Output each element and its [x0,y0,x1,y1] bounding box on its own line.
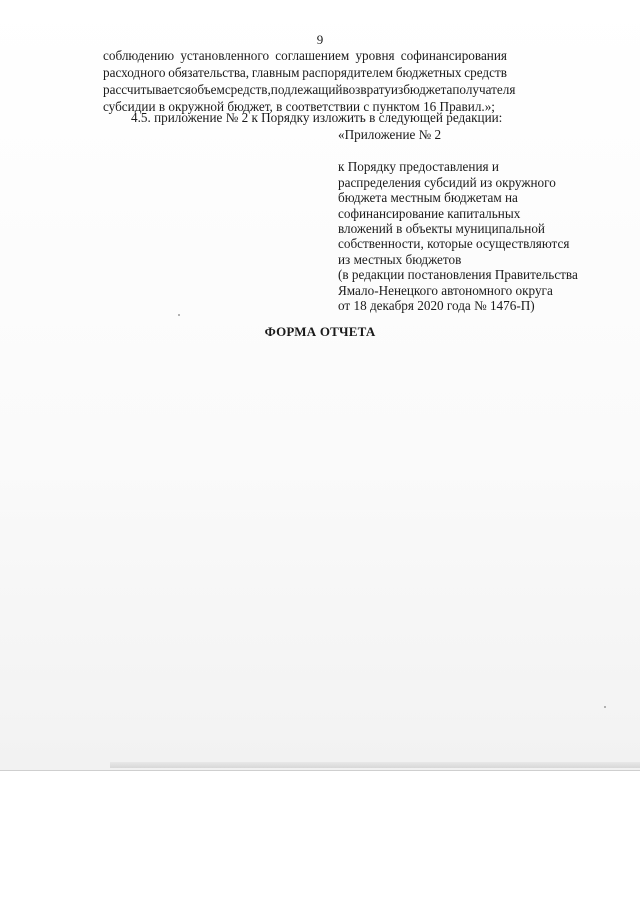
paragraph-line-4: субсидии в окружной бюджет, в соответствии с пунктом 16 Правил.»; [103,99,495,114]
item-4-5: 4.5. приложение № 2 к Порядку изложить в следующей редакции: [131,110,503,125]
appendix-line: распределения субсидий из окружного [338,174,556,190]
word: уровня [355,48,395,63]
appendix-line: из местных бюджетов [338,251,462,267]
appendix-line: Ямало-Ненецкого автономного округа [338,282,553,298]
appendix-heading: «Приложение № 2 [338,127,442,142]
word: расходного [103,65,166,80]
word: главным [251,65,300,80]
word: средств, [224,82,271,97]
word: средств [464,65,507,80]
word: софинансирования [400,48,507,63]
appendix-line: софинансирование капитальных [338,205,521,221]
word: получателя [452,82,516,97]
word: подлежащий [270,82,343,97]
word: возврату [342,82,391,97]
appendix-line: собственности, которые осуществляются [338,236,570,252]
appendix-line: к Порядку предоставления и [338,159,499,175]
paragraph-line-2 [103,64,507,81]
word: установленного [180,48,270,63]
word: бюджета [403,82,453,97]
page-bottom-edge [110,762,640,768]
paragraph-continuation [103,47,516,115]
appendix-line: (в редакции постановления Правительства [338,267,578,283]
appendix-line: от 18 декабря 2020 года № 1476-П) [338,298,535,314]
word: обязательства, [168,65,250,80]
paragraph-line-1 [103,47,507,64]
word: из [390,82,404,97]
page-number: 9 [316,32,324,47]
appendix-line: бюджета местным бюджетам на [338,190,518,206]
appendix-gap [338,142,578,159]
word: бюджетных [395,65,462,80]
word: соглашением [275,48,350,63]
form-title: ФОРМА ОТЧЕТА [264,324,376,339]
paragraph-line-3 [103,81,516,98]
appendix-line: вложений в объекты муниципальной [338,221,545,237]
word: объем [190,82,225,97]
word: рассчитывается [103,82,191,97]
scan-speck [604,706,606,708]
word: соблюдению [103,48,175,63]
appendix-header [338,127,578,313]
scan-speck [178,314,180,316]
word: распорядителем [302,65,394,80]
